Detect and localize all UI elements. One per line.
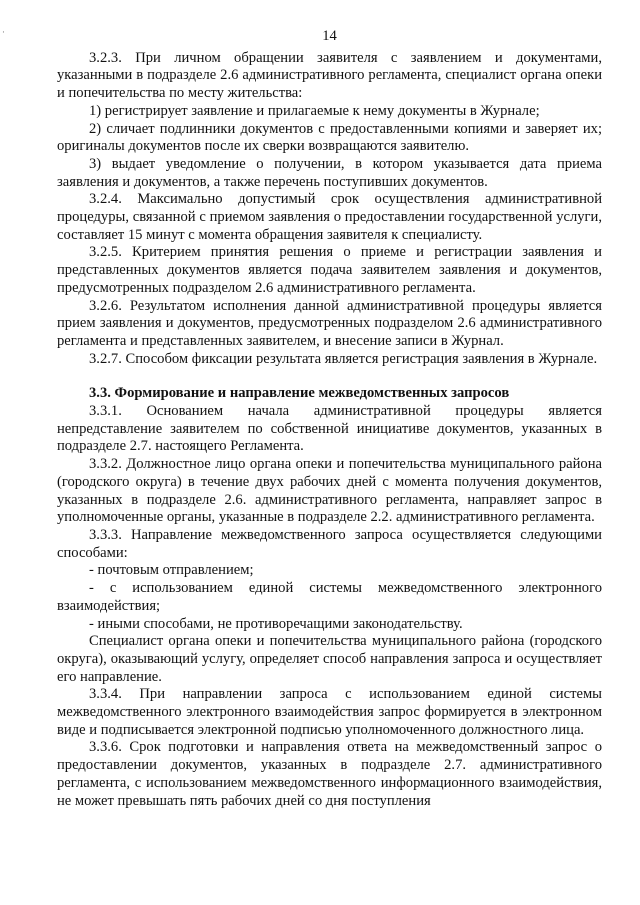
paragraph-3-2-6: 3.2.6. Результатом исполнения данной административной процедуры является прием заявления и документов, предусмотренных подразделом 2.6 административного регламента и представленных заявителем, и внесение записи в Журнал. <box>57 297 602 349</box>
list-item-1: 1) регистрирует заявление и прилагаемые к нему документы в Журнале; <box>89 102 540 119</box>
document-page <box>57 28 602 810</box>
list-item-3: 3) выдает уведомление о получении, в котором указывается дата приема заявления и документов, а также перечень поступивших документов. <box>57 155 602 190</box>
paragraph-3-3-2: 3.3.2. Должностное лицо органа опеки и попечительства муниципального района (городского округа) в течение двух рабочих дней с момента получения документов, указанных в подразделе 2.6. административного регламента, направляет запрос в уполномоченные органы, указанные в подразделе 2.2. административного регламента. <box>57 456 602 526</box>
margin-mark: · <box>2 28 5 38</box>
method-item-1: - почтовым отправлением; <box>89 562 254 579</box>
paragraph-3-3-6: 3.3.6. Срок подготовки и направления ответа на межведомственный запрос о предоставлении документов, указанных в подразделе 2.7. административного регламента, с использованием межведомственного информационного взаимодействия, не может превышать пять рабочих дней со дня поступления <box>57 739 602 809</box>
paragraph-3-3-1: 3.3.1. Основанием начала административной процедуры является непредставление заявителем по собственной инициативе документов, указанных в подразделе 2.7. настоящего Регламента. <box>57 403 602 455</box>
paragraph-3-2-4: 3.2.4. Максимально допустимый срок осуществления административной процедуры, связанной с приемом заявления о предоставлении государственной услуги, составляет 15 минут с момента обращения заявителя к специалисту. <box>57 191 602 243</box>
section-heading-3-3: 3.3. Формирование и направление межведомственных запросов <box>89 385 510 402</box>
method-item-3: - иными способами, не противоречащими законодательству. <box>89 615 463 632</box>
paragraph-specialist: Специалист органа опеки и попечительства муниципального района (городского округа), оказывающий услугу, определяет способ направления запроса и осуществляет его направление. <box>57 633 602 685</box>
paragraph-3-2-5: 3.2.5. Критерием принятия решения о приеме и регистрации заявления и представленных документов является подача заявителем заявления и документов, предусмотренных подразделом 2.6 административного регламента. <box>57 244 602 296</box>
paragraph-3-2-7: 3.2.7. Способом фиксации результата является регистрация заявления в Журнале. <box>89 350 598 367</box>
method-item-2: - с использованием единой системы межведомственного электронного взаимодействия; <box>57 580 602 614</box>
paragraph-3-3-4: 3.3.4. При направлении запроса с использованием единой системы межведомственного электронного взаимодействия запрос формируется в электронном виде и подписывается электронной подписью уполномоченного должностного лица. <box>57 686 602 738</box>
section-gap <box>57 368 602 385</box>
paragraph-3-2-3: 3.2.3. При личном обращении заявителя с заявлением и документами, указанными в подразделе 2.6 административного регламента, специалист органа опеки и попечительства по месту жительства: <box>57 49 602 102</box>
list-item-2: 2) сличает подлинники документов с предоставленными копиями и заверяет их; оригиналы документов после их сверки возвращаются заявителю. <box>57 120 602 155</box>
page-number: 14 <box>322 28 337 44</box>
paragraph-3-3-3: 3.3.3. Направление межведомственного запроса осуществляется следующими способами: <box>57 526 602 561</box>
